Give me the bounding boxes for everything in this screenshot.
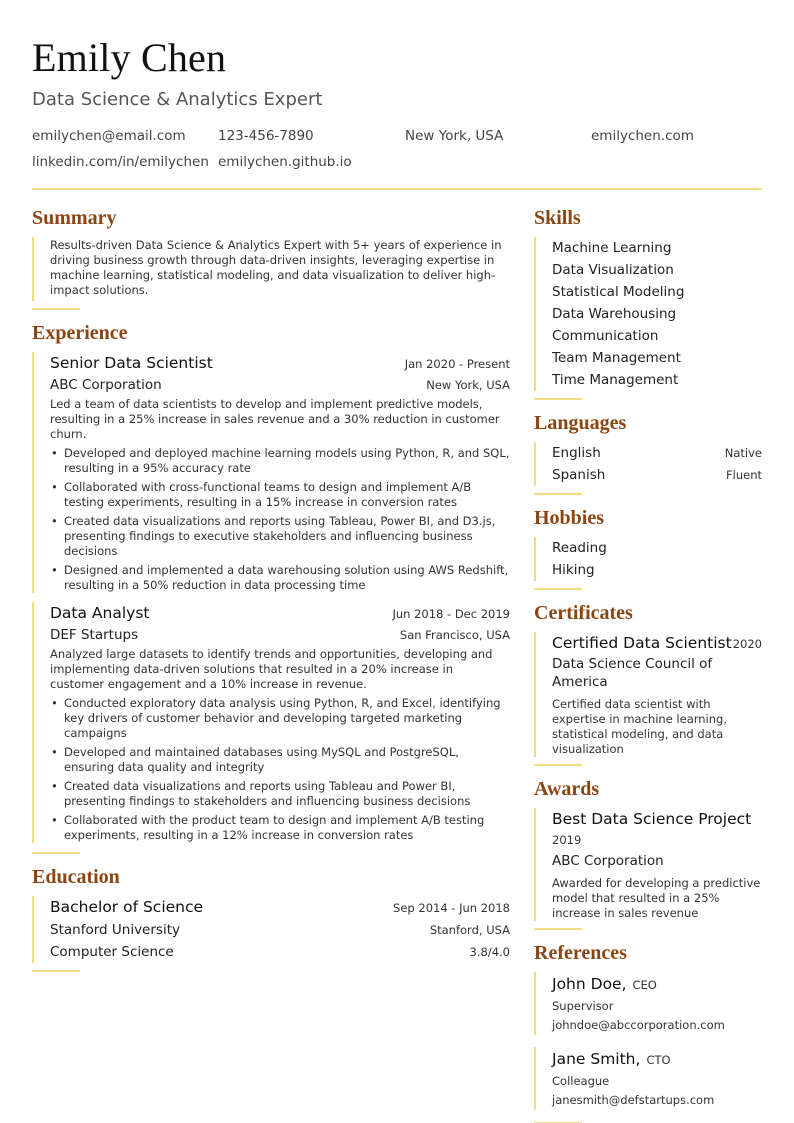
job-date: Jun 2018 - Dec 2019 [392,607,510,621]
job-entry [32,602,510,843]
job-title: Data Analyst [50,604,150,622]
bullet-item [50,696,510,741]
reference-email[interactable]: johndoe@abccorporation.com [552,1018,725,1032]
skill-item: Data Visualization [552,262,674,278]
job-date: Jan 2020 - Present [404,357,510,371]
language-item [552,464,762,486]
experience-section [32,320,510,854]
job-subheader [50,624,510,646]
education-date: Sep 2014 - Jun 2018 [393,901,510,915]
section-title: Languages [534,412,627,434]
certificate-year: 2020 [732,637,762,651]
bullet-text: Created data visualizations and reports using Tableau, Power BI, and D3.js, presenting findings to executive stakeholders and influencing business decisions [64,514,496,558]
skill-item: Team Management [552,350,681,366]
candidate-headline: Data Science & Analytics Expert [32,89,323,110]
education-degree: Bachelor of Science [50,898,204,916]
section-title: Certificates [534,602,633,624]
section-divider [534,588,582,590]
summary-section [32,205,510,310]
hobbies-list [534,537,762,581]
education-school: Stanford University [50,922,180,938]
certificate-issuer: Data Science Council of America [552,656,713,690]
summary-text: Results-driven Data Science & Analytics Expert with 5+ years of experience in driving business growth through data-driven insights, leveraging expertise in machine learning, statistical modeling, and data visualization to deliver high-impact solutions. [50,238,502,297]
section-title: Summary [32,207,117,229]
job-location: San Francisco, USA [399,628,510,642]
section-title: References [534,942,627,964]
section-title: Education [32,866,120,888]
skill-item: Machine Learning [552,240,672,256]
main-column [32,205,510,982]
job-subheader [50,374,510,396]
bullet-item [50,779,510,809]
section-divider [32,852,80,854]
bullet-item [50,480,510,510]
reference-relation: Colleague [552,1074,610,1088]
job-entry [32,352,510,593]
education-field: Computer Science [50,944,174,960]
section-divider [534,928,582,930]
education-location: Stanford, USA [429,923,510,937]
contact-website[interactable]: emilychen.com [591,128,694,144]
bullet-text: Created data visualizations and reports using Tableau and Power BI, presenting findings to stakeholders and influencing business decisions [64,779,471,808]
job-description: Led a team of data scientists to develop and implement predictive models, resulting in a 25% increase in sales revenue and a 30% reduction in customer churn. [50,397,500,441]
section-title: Skills [534,207,581,229]
languages-list [534,442,762,486]
job-header [50,352,510,374]
award-organization: ABC Corporation [552,853,664,869]
job-description: Analyzed large datasets to identify trends and opportunities, developing and implementing data-driven solutions that resulted in a 20% increase in customer engagement and a 10% increase in revenue. [50,647,493,691]
reference-role: CTO [646,1053,671,1067]
job-company: ABC Corporation [50,377,162,393]
education-school-row [50,919,510,941]
skill-item: Statistical Modeling [552,284,685,300]
bullet-text: Conducted exploratory data analysis using Python, R, and Excel, identifying key drivers of customer behavior and developing targeted marketing campaigns [64,696,501,740]
bullet-icon: • [51,813,58,827]
job-title: Senior Data Scientist [50,354,213,372]
education-field-row [50,941,510,963]
language-name: Spanish [552,467,606,483]
languages-section [534,410,762,495]
hobbies-section [534,505,762,590]
education-gpa: 3.8/4.0 [469,945,510,959]
contact-row [32,154,762,180]
bullet-icon: • [51,446,58,460]
bullet-item [50,563,510,593]
award-name: Best Data Science Project [552,810,752,828]
section-title: Hobbies [534,507,605,529]
reference-name: Jane Smith, [552,1050,641,1068]
section-divider [534,493,582,495]
hobby-item: Hiking [552,562,595,578]
section-title: Experience [32,322,128,344]
skill-item: Data Warehousing [552,306,677,322]
award-entry [534,808,762,921]
bullet-icon: • [51,779,58,793]
language-level: Fluent [726,468,762,482]
contact-email[interactable]: emilychen@email.com [32,128,186,144]
reference-header [552,972,762,997]
section-divider [534,764,582,766]
bullet-item [50,745,510,775]
bullet-text: Collaborated with the product team to design and implement A/B testing experiments, resulting in a 12% increase in conversion rates [64,813,485,842]
education-header [50,896,510,919]
language-level: Native [724,446,762,460]
award-description: Awarded for developing a predictive model that resulted in a 25% increase in sales revenue [552,876,761,920]
contact-linkedin[interactable]: linkedin.com/in/emilychen [32,154,209,170]
certificate-name: Certified Data Scientist [552,634,732,652]
candidate-name: Emily Chen [32,35,227,80]
bullet-icon: • [51,696,58,710]
contact-location: New York, USA [405,128,504,144]
reference-entry [534,972,762,1035]
reference-relation: Supervisor [552,999,614,1013]
bullet-item [50,514,510,559]
reference-role: CEO [632,978,657,992]
bullet-text: Collaborated with cross-functional teams to design and implement A/B testing experiments, resulting in a 15% increase in conversion rates [64,480,472,509]
language-item [552,442,762,464]
contact-github[interactable]: emilychen.github.io [218,154,352,170]
contact-row [32,128,762,154]
bullet-icon: • [51,514,58,528]
language-name: English [552,445,601,461]
reference-entry [534,1047,762,1110]
bullet-icon: • [51,745,58,759]
reference-header [552,1047,762,1072]
bullet-text: Designed and implemented a data warehousing solution using AWS Redshift, resulting in a 50% reduction in data processing time [64,563,509,592]
references-section [534,940,762,1123]
contact-block [32,128,762,180]
job-location: New York, USA [426,378,510,392]
education-entry [32,896,510,963]
bullet-icon: • [51,480,58,494]
section-title: Awards [534,778,600,800]
section-body [32,237,510,301]
section-divider [534,398,582,400]
certificate-header [552,632,762,654]
job-header [50,602,510,624]
skill-item: Communication [552,328,659,344]
job-company: DEF Startups [50,627,139,643]
awards-section [534,776,762,930]
header-divider [32,188,762,190]
education-section [32,864,510,972]
bullet-item [50,446,510,476]
certificates-section [534,600,762,766]
bullet-icon: • [51,563,58,577]
reference-name: John Doe, [552,975,627,993]
skills-section [534,205,762,400]
bullet-item [50,813,510,843]
skill-item: Time Management [552,372,679,388]
section-divider [32,308,80,310]
job-bullets [50,696,510,843]
skills-list [534,237,762,391]
award-year: 2019 [552,833,582,847]
section-divider [32,970,80,972]
reference-email[interactable]: janesmith@defstartups.com [552,1093,715,1107]
contact-phone[interactable]: 123-456-7890 [218,128,314,144]
side-column [534,205,762,1123]
certificate-entry [534,632,762,757]
hobby-item: Reading [552,540,607,556]
bullet-text: Developed and maintained databases using MySQL and PostgreSQL, ensuring data quality and integrity [64,745,459,774]
job-bullets [50,446,510,593]
certificate-description: Certified data scientist with expertise in machine learning, statistical modeling, and data visualization [552,697,727,756]
bullet-text: Developed and deployed machine learning models using Python, R, and SQL, resulting in a 95% accuracy rate [64,446,510,475]
